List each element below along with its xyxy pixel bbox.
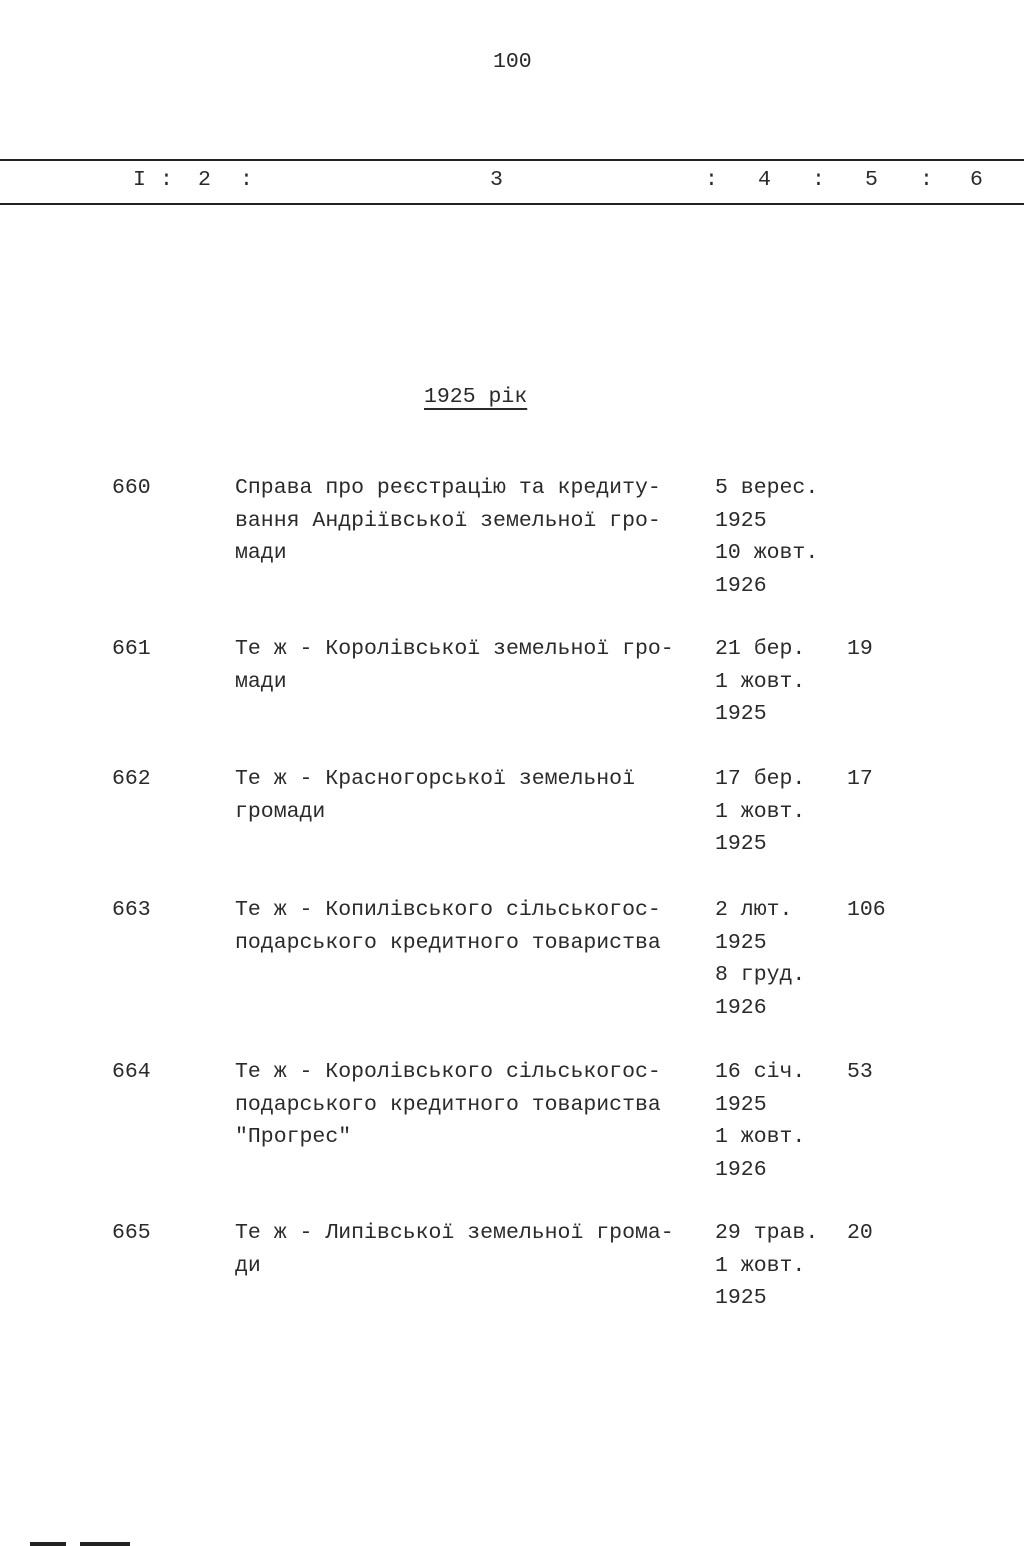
column-separator: :	[812, 168, 825, 192]
date-line: 10 жовт.	[715, 541, 819, 565]
date-line: 5 верес.	[715, 476, 819, 500]
description-line: мади	[235, 541, 287, 565]
record-sheet-count: 17	[847, 767, 873, 791]
description-line: Те ж - Красногорської земельної	[235, 767, 635, 791]
header-top-rule	[0, 159, 1024, 161]
description-line: "Прогрес"	[235, 1125, 352, 1149]
description-line: вання Андріївської земельної гро-	[235, 508, 661, 533]
description-line: громади	[235, 799, 326, 824]
record-dates	[715, 1217, 818, 1315]
column-separator: :	[240, 168, 253, 192]
record-dates	[715, 633, 805, 731]
description-line: подарського кредитного товариства	[235, 1092, 661, 1117]
record-description	[235, 1217, 674, 1282]
page-number: 100	[493, 50, 532, 74]
record-sheet-count: 19	[847, 637, 873, 661]
date-line: 1925	[715, 508, 767, 533]
record-description	[235, 633, 674, 698]
record-description	[235, 894, 661, 959]
scan-edge-mark	[30, 1542, 66, 1546]
record-dates	[715, 472, 818, 602]
record-sheet-count: 20	[847, 1221, 873, 1245]
column-separator: :	[920, 168, 933, 192]
date-line: 29 трав.	[715, 1221, 819, 1245]
record-sheet-count: 53	[847, 1060, 873, 1084]
date-line: 1925	[715, 930, 767, 955]
date-line: 8 груд.	[715, 963, 806, 987]
description-line: ди	[235, 1253, 261, 1278]
column-3-label: 3	[490, 168, 503, 192]
column-4-label: 4	[758, 168, 771, 192]
column-2-label: 2	[198, 168, 211, 192]
date-line: 1925	[715, 1286, 767, 1310]
date-line: 1926	[715, 995, 767, 1020]
record-sheet-count: 106	[847, 898, 886, 922]
date-line: 17 бер.	[715, 767, 806, 791]
description-line: мади	[235, 669, 287, 694]
description-line: Те ж - Копилівського сільськогос-	[235, 898, 661, 922]
date-line: 1925	[715, 702, 767, 726]
record-number: 660	[112, 476, 151, 500]
record-number: 665	[112, 1221, 151, 1245]
date-line: 1 жовт.	[715, 1125, 806, 1149]
record-description	[235, 1056, 661, 1154]
column-separator: :	[705, 168, 718, 192]
date-line: 21 бер.	[715, 637, 806, 661]
description-line: Справа про реєстрацію та кредиту-	[235, 476, 661, 500]
date-line: 1925	[715, 832, 767, 856]
date-line: 1 жовт.	[715, 1253, 806, 1278]
section-heading: 1925 рік	[424, 385, 528, 409]
record-number: 663	[112, 898, 151, 922]
record-description	[235, 472, 661, 570]
date-line: 2 лют.	[715, 898, 793, 922]
date-line: 1 жовт.	[715, 799, 806, 824]
description-line: Те ж - Липівської земельної грома-	[235, 1221, 674, 1245]
description-line: подарського кредитного товариства	[235, 930, 661, 955]
description-line: Те ж - Королівської земельної гро-	[235, 637, 674, 661]
header-bottom-rule	[0, 203, 1024, 205]
column-1-label: I	[133, 168, 146, 192]
description-line: Те ж - Королівського сільськогос-	[235, 1060, 661, 1084]
date-line: 16 січ.	[715, 1060, 806, 1084]
date-line: 1 жовт.	[715, 669, 806, 694]
record-number: 661	[112, 637, 151, 661]
date-line: 1925	[715, 1092, 767, 1117]
column-5-label: 5	[865, 168, 878, 192]
record-dates	[715, 763, 805, 861]
record-number: 664	[112, 1060, 151, 1084]
column-6-label: 6	[970, 168, 983, 192]
record-number: 662	[112, 767, 151, 791]
record-description	[235, 763, 635, 828]
date-line: 1926	[715, 1157, 767, 1182]
scan-edge-mark	[80, 1542, 130, 1546]
record-dates	[715, 1056, 805, 1186]
column-separator: :	[160, 168, 173, 192]
date-line: 1926	[715, 573, 767, 598]
record-dates	[715, 894, 805, 1024]
